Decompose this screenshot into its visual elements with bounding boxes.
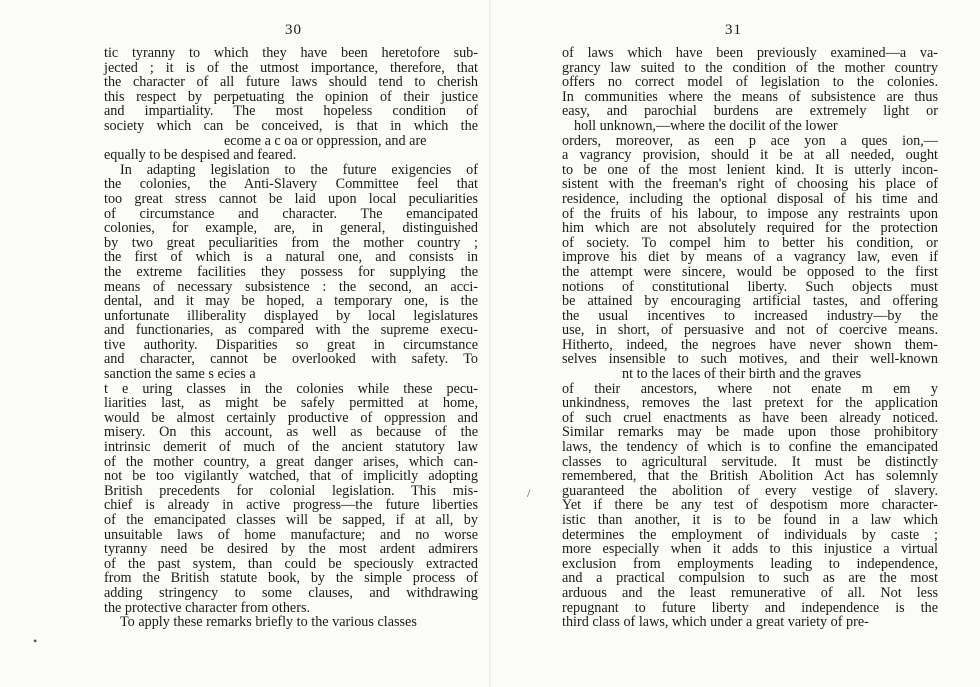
text-line: of their ancestors, where not enate m em y [562,380,938,397]
text-line: unkindness, removes the last pretext for the application [562,395,938,412]
text-line: this respect by perpetuating the opinion of their justice [104,88,478,105]
text-line: of circumstance and character. The emancipated [104,205,478,222]
text-line: too great stress cannot be laid upon local peculiarities [104,190,478,207]
text-line: Hitherto, indeed, the negroes have never shown them- [562,336,938,353]
text-line: be attained by encouraging artificial tastes, and offering [562,293,938,310]
text-line: third class of laws, which under a great variety of pre- [562,614,869,631]
text-line: a vagrancy provision, should it be at all needed, ought [562,147,938,164]
text-line: chief is already in active progress—the future liberties [104,497,478,514]
text-line: of society. To compel him to better his condition, or [562,234,938,251]
text-line: selves insensible to such motives, and their well-known [562,351,938,368]
text-line: society which can be conceived, is that in which the [104,117,478,134]
left-page-number: 30 [285,22,302,38]
text-line: from the British statute book, by the simple process of [104,570,478,587]
text-line: remembered, that the British Abolition Act has solemnly [562,468,938,485]
text-line: istic than another, it is to be found in a law which [562,512,938,528]
text-line: exclusion from employments leading to independence, [562,555,938,572]
text-line: Yet if there be any test of despotism more character- [562,497,938,514]
text-line: offers no correct model of legislation to the colonies. [562,74,938,91]
text-line: grancy law suited to the condition of the mother country [562,59,938,76]
text-line: of the past system, than could be speciously extracted [104,555,478,572]
text-line: the colonies, the Anti-Slavery Committee feel that [104,176,478,193]
text-line: and impartiality. The most hopeless condition of [104,103,478,120]
text-line: unsuitable laws of home manufacture; and no worse [104,526,478,543]
text-line: of laws which have been previously examined—a va- [562,45,938,61]
text-line: British precedents for colonial legislation. This mis- [104,482,478,499]
text-line: In communities where the means of subsistence are thus [562,88,938,105]
text-line: the character of all future laws should tend to cherish [104,74,478,91]
text-line: laws, the tendency of which is to confine the emancipated [562,439,938,456]
right-page-text [562,46,938,630]
text-line: t e uring classes in the colonies while these pecu- [104,380,478,397]
text-line: To apply these remarks briefly to the various classes [120,614,417,631]
text-line: determines the employment of individuals by caste ; [562,526,938,543]
ink-speck: • [33,634,38,648]
text-line: not be too vigilantly watched, that of implicitly adopting [104,468,478,485]
text-line: holl unknown,—where the docilit of the lower [574,117,838,134]
text-line: nt to the laces of their birth and the graves [622,366,862,383]
text-line: liarities last, as might be safely permitted at home, [104,395,478,412]
text-line: adding stringency to some clauses, and withdrawing [104,584,478,601]
text-line: and functionaries, as compared with the supreme execu- [104,322,478,339]
text-line: by two great peculiarities from the mother country ; [104,234,478,251]
text-line: sanction the same s ecies a [104,366,256,383]
text-line: ecome a c oa or oppression, and are [224,132,427,149]
text-line: jected ; it is of the utmost importance, therefore, that [104,59,478,76]
text-line: of the fruits of his labour, to impose any restraints upon [562,205,938,222]
text-line: orders, moreover, as een p ace yon a ques ion,— [562,132,938,149]
text-line: colonies, for example, are, in general, distinguished [104,220,478,237]
text-line: dental, and it may be hoped, a temporary one, is the [104,293,478,310]
text-line: tive authority. Disparities so great in circumstance [104,336,478,353]
text-line: notions of constitutional liberty. Such objects must [562,278,938,295]
text-line: more especially when it adds to this injustice a virtual [562,541,938,558]
text-line: means of necessary subsistence : the second, an acci- [104,278,478,295]
text-line: the attempt were sincere, would be opposed to the first [562,263,938,280]
text-line: of the mother country, a great danger arises, which can- [104,453,478,470]
text-line: misery. On this account, as well as because of the [104,424,478,441]
text-line: tyranny need be desired by the most ardent admirers [104,541,478,558]
text-line: him which are not absolutely required for the protection [562,220,938,237]
text-line: to be one of the most lenient kind. It is utterly incon- [562,161,938,178]
text-line: residence, including the optional disposal of his time and [562,190,938,207]
text-line: arduous and the least remunerative of all. Not less [562,584,938,601]
text-line: and a practical compulsion to such as are the most [562,570,938,587]
text-line: Similar remarks may be made upon those prohibitory [562,424,938,441]
text-line: intrinsic demerit of much of the ancient statutory law [104,439,478,456]
text-line: sistent with the freeman's right of choosing his place of [562,176,938,193]
text-line: and character, cannot be overlooked with safety. To [104,351,478,368]
text-line: the protective character from others. [104,599,311,616]
text-line: classes to agricultural servitude. It must be distinctly [562,453,938,470]
text-line: improve his diet by means of a vagrancy law, even if [562,249,938,266]
text-line: equally to be despised and feared. [104,147,297,164]
text-line: the first of which is a natural one, and consists in [104,249,478,266]
text-line: the extreme facilities they possess for supplying the [104,263,478,280]
text-line: easy, and parochial burdens are extremely light or [562,103,938,120]
right-page [490,0,980,687]
text-line: use, in short, of persuasive and not of coercive means. [562,322,938,339]
ink-speck: / [527,486,531,500]
text-line: repugnant to future liberty and independence is the [562,599,938,616]
text-line: tic tyranny to which they have been heretofore sub- [104,45,478,61]
right-page-number: 31 [725,22,742,38]
text-line: In adapting legislation to the future exigencies of [120,161,478,178]
text-line: the usual incentives to increased industry—by the [562,307,938,324]
text-line: of the emancipated classes will be sapped, if at all, by [104,512,478,528]
text-line: guaranteed the abolition of every vestige of slavery. [562,482,938,499]
left-page-text [104,46,478,630]
text-line: of such cruel enactments as have been already noticed. [562,409,938,426]
text-line: unfortunate illiberality displayed by local legislatures [104,307,478,324]
text-line: would be almost certainly productive of oppression and [104,409,478,426]
